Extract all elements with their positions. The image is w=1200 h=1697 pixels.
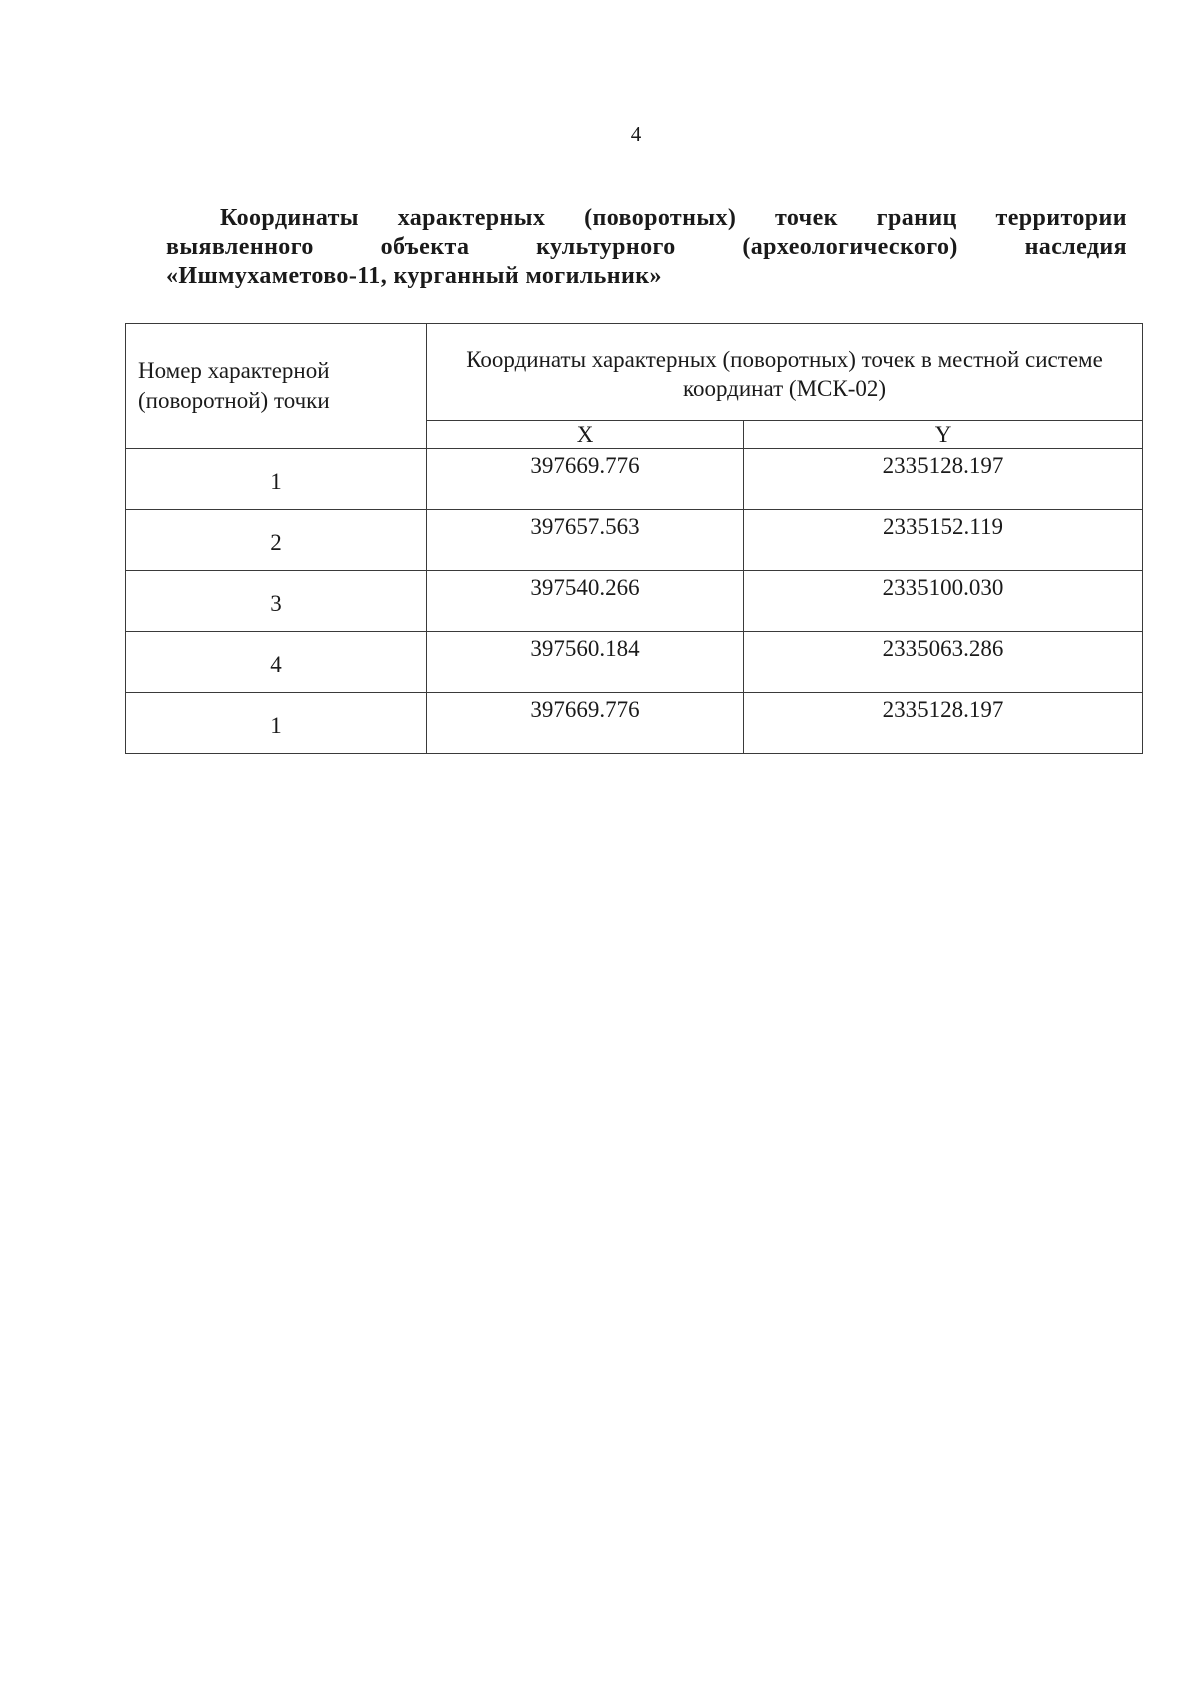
header-x: X [427,421,744,449]
table-row [126,693,1143,754]
y-value: 2335152.119 [744,510,1143,571]
table-row [126,449,1143,510]
y-value: 2335100.030 [744,571,1143,632]
point-number: 1 [126,693,427,754]
header-y: Y [744,421,1143,449]
point-number: 1 [126,449,427,510]
y-value: 2335128.197 [744,693,1143,754]
point-number: 3 [126,571,427,632]
table-row [126,571,1143,632]
title-line-2: выявленного объекта культурного (археологического) наследия [166,234,1127,260]
x-value: 397657.563 [427,510,744,571]
x-value: 397669.776 [427,449,744,510]
y-value: 2335063.286 [744,632,1143,693]
title-line-3: «Ишмухаметово-11, курганный могильник» [166,263,662,289]
coordinates-table [125,323,1143,754]
header-point-number: Номер характерной (поворотной) точки [126,324,427,449]
table-header-row [126,324,1143,421]
point-number: 2 [126,510,427,571]
point-number: 4 [126,632,427,693]
x-value: 397669.776 [427,693,744,754]
table-row [126,510,1143,571]
x-value: 397560.184 [427,632,744,693]
x-value: 397540.266 [427,571,744,632]
title-line-1: Координаты характерных (поворотных) точек границ территории [220,205,1127,231]
header-coordinates: Координаты характерных (поворотных) точек в местной системе координат (МСК-02) [427,324,1143,421]
page-number: 4 [630,122,642,146]
table-row [126,632,1143,693]
y-value: 2335128.197 [744,449,1143,510]
document-title [166,204,1127,291]
